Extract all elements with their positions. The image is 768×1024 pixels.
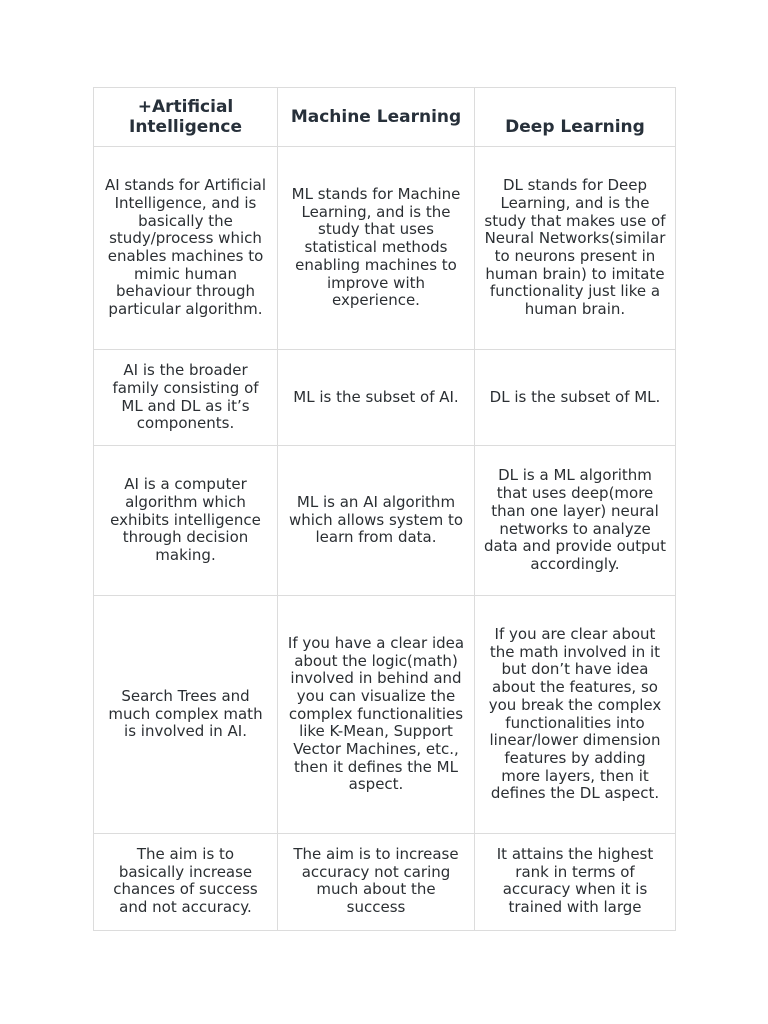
table-cell: AI is a computer algorithm which exhibits intelligence through decision making.: [94, 446, 278, 596]
header-row: [94, 88, 676, 147]
header-artificial-intelligence: +Artificial Intelligence: [94, 88, 278, 147]
table-cell: The aim is to increase accuracy not caring much about the success: [278, 834, 475, 931]
table-cell: If you are clear about the math involved in it but don’t have idea about the features, so you break the complex functionalities into linear/lower dimension features by adding more layers, then it defines the DL aspect.: [475, 596, 676, 834]
table-cell: AI stands for Artificial Intelligence, and is basically the study/process which enables machines to mimic human behaviour through particular algorithm.: [94, 147, 278, 350]
table-row: [94, 596, 676, 834]
table-header: [94, 88, 676, 147]
header-machine-learning: Machine Learning: [278, 88, 475, 147]
table-cell: DL is the subset of ML.: [475, 350, 676, 446]
table-cell: ML is the subset of AI.: [278, 350, 475, 446]
table-row: [94, 446, 676, 596]
table-row: [94, 147, 676, 350]
table-body: [94, 147, 676, 931]
table-row: [94, 834, 676, 931]
table-row: [94, 350, 676, 446]
table-cell: Search Trees and much complex math is involved in AI.: [94, 596, 278, 834]
table-cell: DL is a ML algorithm that uses deep(more than one layer) neural networks to analyze data and provide output accordingly.: [475, 446, 676, 596]
table-cell: ML stands for Machine Learning, and is the study that uses statistical methods enabling machines to improve with experience.: [278, 147, 475, 350]
header-deep-learning: Deep Learning: [475, 88, 676, 147]
table-cell: AI is the broader family consisting of ML and DL as it’s components.: [94, 350, 278, 446]
comparison-table: [93, 87, 676, 931]
table-cell: If you have a clear idea about the logic(math) involved in behind and you can visualize the complex functionalities like K-Mean, Support Vector Machines, etc., then it defines the ML aspect.: [278, 596, 475, 834]
table-cell: The aim is to basically increase chances of success and not accuracy.: [94, 834, 278, 931]
table-cell: DL stands for Deep Learning, and is the study that makes use of Neural Networks(similar to neurons present in human brain) to imitate functionality just like a human brain.: [475, 147, 676, 350]
table-cell: ML is an AI algorithm which allows system to learn from data.: [278, 446, 475, 596]
table-cell: It attains the highest rank in terms of accuracy when it is trained with large: [475, 834, 676, 931]
